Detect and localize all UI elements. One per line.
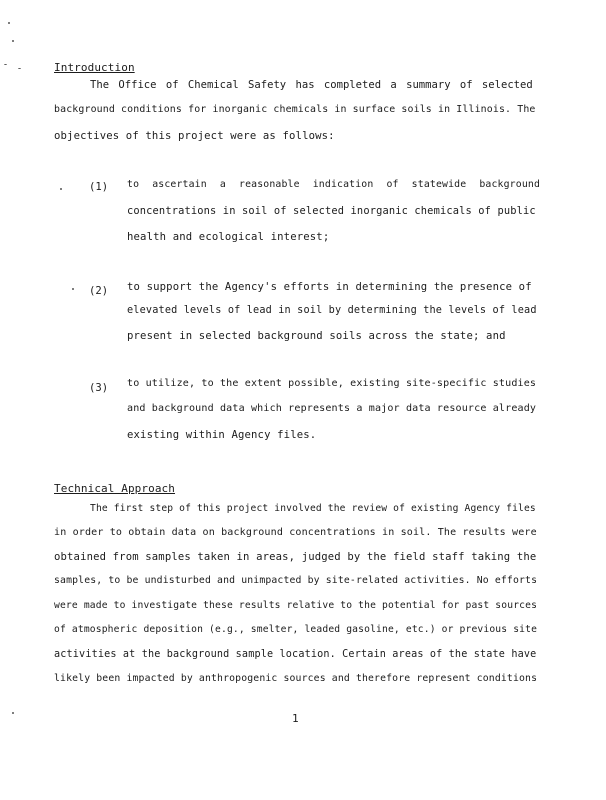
technical-line-2: in order to obtain data on background concentrations in soil. The results were (54, 527, 537, 538)
scan-speck (12, 40, 14, 42)
intro-line-2: background conditions for inorganic chemicals in surface soils in Illinois. The (54, 104, 536, 115)
technical-line-1: The first step of this project involved the review of existing Agency files (90, 503, 536, 514)
technical-line-4: samples, to be undisturbed and unimpacted by site-related activities. No efforts (54, 575, 538, 586)
technical-line-7: activities at the background sample location. Certain areas of the state have (54, 649, 537, 660)
objective-1-line-2: concentrations in soil of selected inorganic chemicals of public (127, 205, 536, 217)
scan-speck (8, 22, 10, 24)
objective-1-line-1: to ascertain a reasonable indication of statewide background (127, 179, 541, 190)
technical-line-8: likely been impacted by anthropogenic sources and therefore represent conditions (54, 673, 538, 684)
page-number: 1 (292, 712, 299, 725)
technical-line-6: of atmospheric deposition (e.g., smelter, leaded gasoline, etc.) or previous site (54, 624, 538, 635)
objective-3-number: (3) (89, 382, 109, 394)
technical-line-3: obtained from samples taken in areas, judged by the field staff taking the (54, 551, 537, 563)
intro-line-3: objectives of this project were as follows: (54, 130, 335, 142)
scan-speck (4, 64, 7, 65)
scan-speck (60, 188, 62, 190)
objective-3-line-1: to utilize, to the extent possible, existing site-specific studies (127, 378, 537, 389)
objective-2-line-1: to support the Agency's efforts in determining the presence of (127, 281, 532, 293)
objective-2-line-3: present in selected background soils across the state; and (127, 330, 506, 342)
intro-line-1 (90, 79, 533, 91)
section-heading-introduction: Introduction (54, 61, 135, 74)
scan-speck (72, 288, 74, 290)
scan-speck (12, 712, 14, 714)
objective-3-line-3: existing within Agency files. (127, 429, 317, 441)
objective-2-line-2: elevated levels of lead in soil by determining the levels of lead (127, 305, 537, 316)
objective-1-number: (1) (89, 181, 109, 193)
objective-1-line-3: health and ecological interest; (127, 231, 330, 243)
technical-line-5: were made to investigate these results relative to the potential for past sources (54, 600, 538, 611)
scan-speck (18, 68, 21, 69)
objective-3-line-2: and background data which represents a major data resource already (127, 403, 537, 414)
objective-2-number: (2) (89, 285, 109, 297)
intro-text-1: The Office of Chemical Safety has completed a summary of selected (90, 79, 533, 91)
section-heading-technical-approach: Technical Approach (54, 482, 176, 495)
